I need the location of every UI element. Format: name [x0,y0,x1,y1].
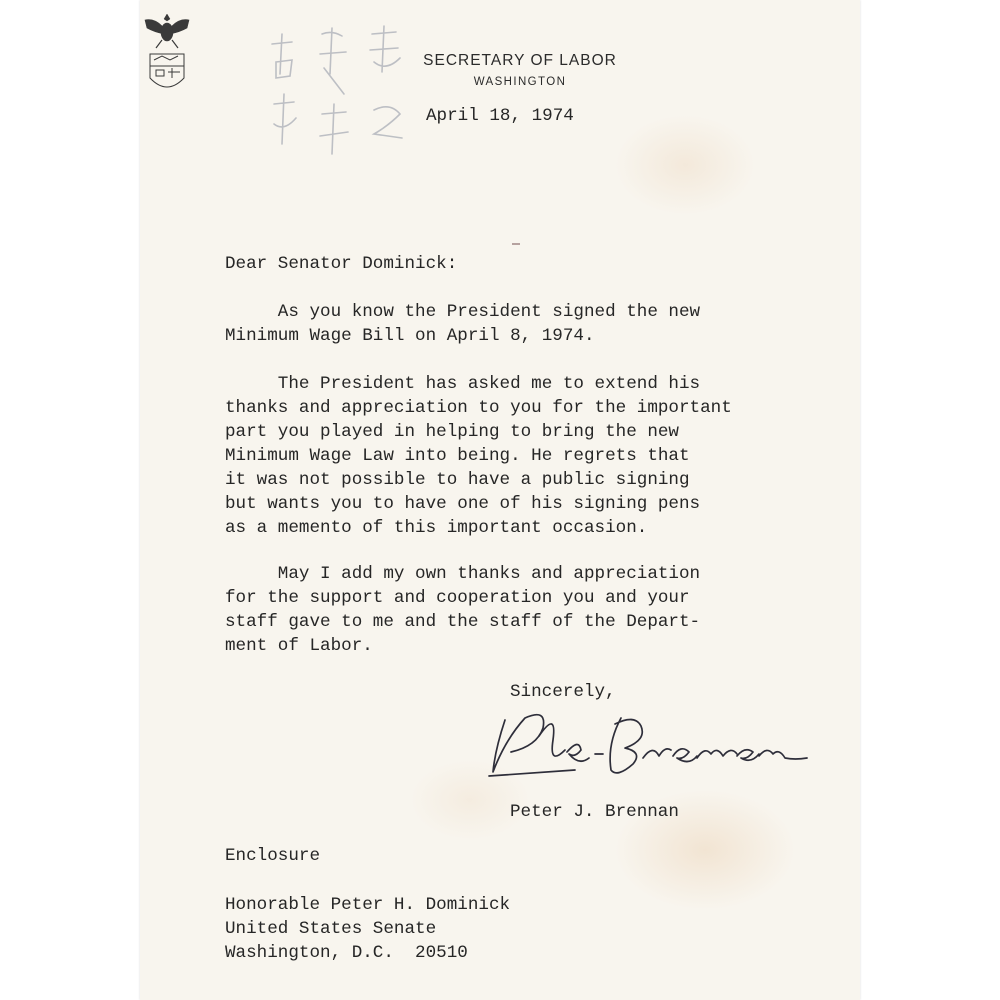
recipient-line-3: Washington, D.C. 20510 [225,943,468,963]
recipient-line-2: United States Senate [225,919,437,939]
paragraph-3: May I add my own thanks and appreciation for the support and cooperation you and your staff gave to me and the staff of the Depart- ment of Labor. [225,564,701,656]
letter-date: April 18, 1974 [426,106,574,126]
letterhead-city: WASHINGTON [473,76,567,88]
ink-mark [512,243,520,245]
salutation: Dear Senator Dominick: [225,254,458,274]
recipient-line-1: Honorable Peter H. Dominick [225,895,511,915]
letterhead [395,52,645,88]
letterhead-title: SECRETARY OF LABOR [423,52,617,69]
recipient-address [225,893,510,965]
department-of-labor-seal-icon [142,10,192,100]
signer-name: Peter J. Brennan [510,802,679,822]
closing: Sincerely, [510,682,616,702]
paragraph-2: The President has asked me to extend his thanks and appreciation to you for the important part you played in helping to bring the new Minimum Wage Law into being. He regrets that it was not possible to have a public signing but wants you to have one of his signing pens as a memento of this important occasion. [225,374,732,538]
handwritten-signature [485,700,815,790]
pencil-notation-icon [262,14,442,164]
paragraph-1: As you know the President signed the new Minimum Wage Bill on April 8, 1974. [225,302,701,346]
letter-page [140,0,860,1000]
enclosure-note: Enclosure [225,846,321,866]
